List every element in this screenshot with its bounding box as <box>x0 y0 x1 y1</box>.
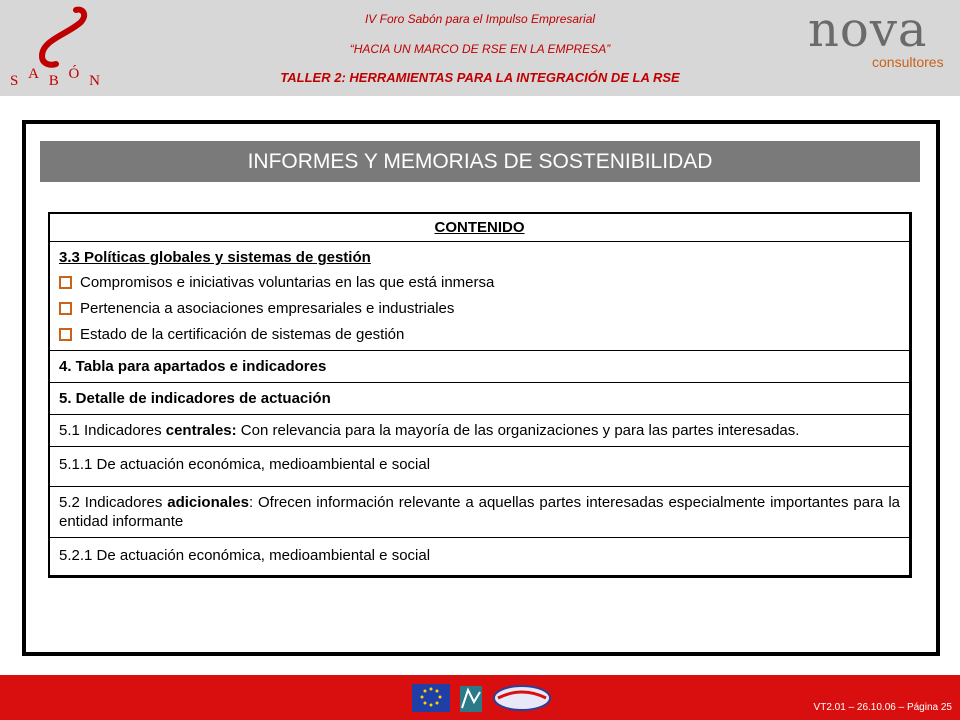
sabon-logo-letters: S A B Ó N <box>10 66 100 89</box>
content-table <box>48 212 912 578</box>
table-row: 5. Detalle de indicadores de actuación <box>50 382 909 414</box>
forum-name: IV Foro Sabón para el Impulso Empresarial <box>364 12 596 26</box>
table-header: CONTENIDO <box>434 219 525 236</box>
nova-logo-subtitle: consultores <box>872 54 944 70</box>
table-row: 5.1.1 De actuación económica, medioambiental e social <box>50 446 909 486</box>
checkbox-bullet-icon <box>59 302 72 315</box>
page-title: INFORMES Y MEMORIAS DE SOSTENIBILIDAD <box>40 141 920 182</box>
list-item: Pertenencia a asociaciones empresariales e industriales <box>59 299 900 318</box>
table-row-policies <box>50 241 909 350</box>
table-row: 5.2.1 De actuación económica, medioambiental e social <box>50 537 909 575</box>
sponsor-logos <box>412 684 557 718</box>
list-item: Compromisos e iniciativas voluntarias en las que está inmersa <box>59 273 900 292</box>
forum-subtitle: “HACIA UN MARCO DE RSE EN LA EMPRESA” <box>349 42 611 56</box>
checkbox-bullet-icon <box>59 276 72 289</box>
nova-logo-word: nova <box>808 2 928 58</box>
page-info: VT2.01 – 26.10.06 – Página 25 <box>813 702 952 713</box>
table-row: 4. Tabla para apartados e indicadores <box>50 350 909 382</box>
table-row: 5.2 Indicadores adicionales: Ofrecen información relevante a aquellas partes interesadas especialmente importantes para la entidad informante <box>50 486 909 537</box>
section-title: 3.3 Políticas globales y sistemas de gestión <box>59 249 371 266</box>
table-row: 5.1 Indicadores centrales: Con relevancia para la mayoría de las organizaciones y para las partes interesadas. <box>50 414 909 446</box>
list-item: Estado de la certificación de sistemas de gestión <box>59 325 900 344</box>
checkbox-bullet-icon <box>59 328 72 341</box>
workshop-title: TALLER 2: HERRAMIENTAS PARA LA INTEGRACIÓN DE LA RSE <box>280 70 680 85</box>
